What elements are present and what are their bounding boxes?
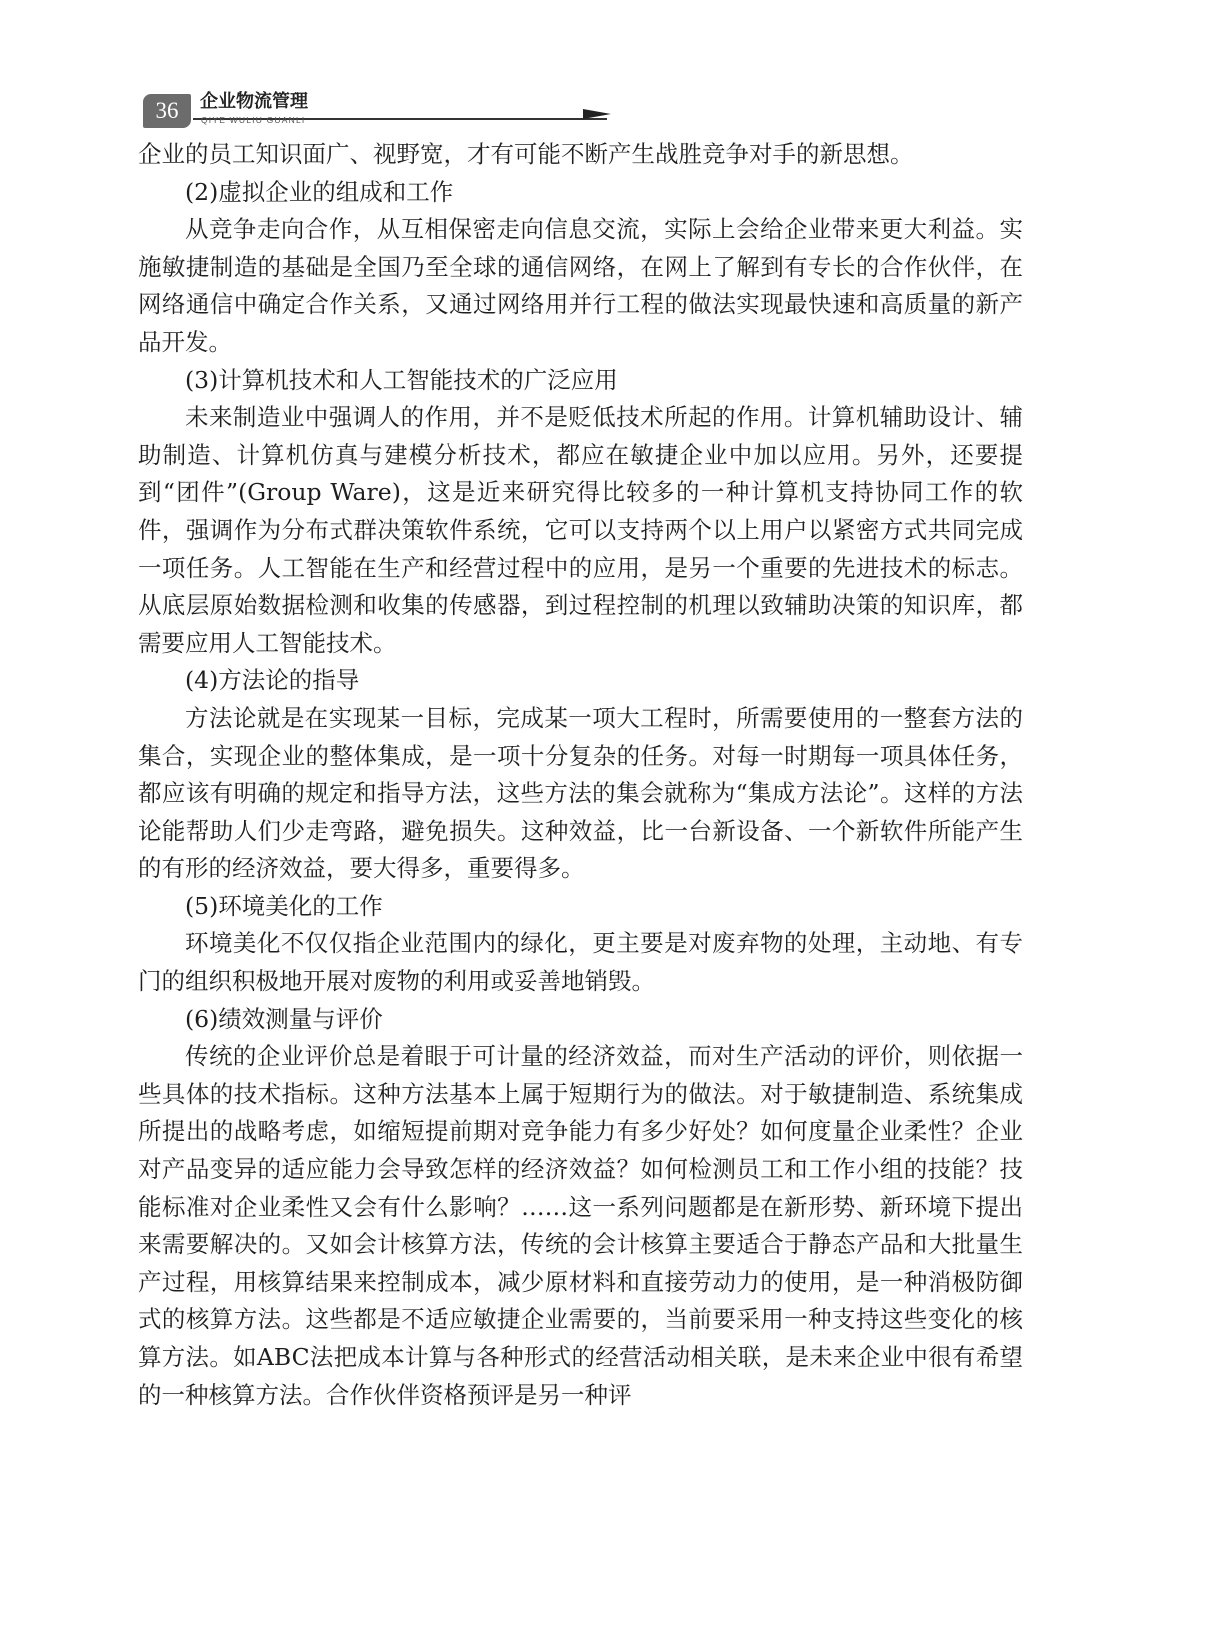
body-paragraph: 传统的企业评价总是着眼于可计量的经济效益，而对生产活动的评价，则依据一些具体的技术指标。这种方法基本上属于短期行为的做法。对于敏捷制造、系统集成所提出的战略考虑，如缩短提前期对竞争能力有多少好处？如何度量企业柔性？企业对产品变异的适应能力会导致怎样的经济效益？如何检测员工和工作小组的技能？技能标准对企业柔性又会有什么影响？……这一系列问题都是在新形势、新环境下提出来需要解决的。又如会计核算方法，传统的会计核算主要适合于静态产品和大批量生产过程，用核算结果来控制成本，减少原材料和直接劳动力的使用，是一种消极防御式的核算方法。这些都是不适应敏捷企业需要的，当前要采用一种支持这些变化的核算方法。如ABC法把成本计算与各种形式的经营活动相关联，是未来企业中很有希望的一种核算方法。合作伙伴资格预评是另一种评 (138, 1042, 1023, 1409)
section-heading-4: (4)方法论的指导 (185, 666, 360, 695)
body-paragraph: 环境美化不仅仅指企业范围内的绿化，更主要是对废弃物的处理，主动地、有专门的组织积极地开展对废物的利用或妥善地销毁。 (138, 929, 1023, 996)
body-paragraph-continued: 企业的员工知识面广、视野宽，才有可能不断产生战胜竞争对手的新思想。 (138, 140, 914, 168)
running-header (143, 88, 643, 132)
book-title: 企业物流管理 (200, 91, 308, 112)
body-paragraph: 方法论就是在实现某一目标，完成某一项大工程时，所需要使用的一整套方法的集合，实现企业的整体集成，是一项十分复杂的任务。对每一时期每一项具体任务，都应该有明确的规定和指导方法，这些方法的集会就称为“集成方法论”。这样的方法论能帮助人们少走弯路，避免损失。这种效益，比一台新设备、一个新软件所能产生的有形的经济效益，要大得多，重要得多。 (138, 703, 1023, 883)
section-heading-5: (5)环境美化的工作 (185, 891, 383, 920)
book-title-pinyin: QIYE WULIU GUANLI (201, 115, 306, 125)
section-heading-3: (3)计算机技术和人工智能技术的广泛应用 (185, 365, 618, 394)
body-paragraph: 从竞争走向合作，从互相保密走向信息交流，实际上会给企业带来更大利益。实施敏捷制造的基础是全国乃至全球的通信网络，在网上了解到有专长的合作伙伴，在网络通信中确定合作关系，又通过网络用并行工程的做法实现最快速和高质量的新产品开发。 (138, 215, 1023, 356)
header-arrow-icon (583, 109, 611, 119)
section-heading-2: (2)虚拟企业的组成和工作 (185, 177, 454, 206)
body-paragraph: 未来制造业中强调人的作用，并不是贬低技术所起的作用。计算机辅助设计、辅助制造、计算机仿真与建模分析技术，都应在敏捷企业中加以应用。另外，还要提到“团件”(Group Ware)，这是近来研究得比较多的一种计算机支持协同工作的软件，强调作为分布式群决策软件系统，它可以支持两个以上用户以紧密方式共同完成一项任务。人工智能在生产和经营过程中的应用，是另一个重要的先进技术的标志。从底层原始数据检测和收集的传感器，到过程控制的机理以致辅助决策的知识库，都需要应用人工智能技术。 (138, 403, 1023, 657)
page-number-badge: 36 (143, 94, 191, 128)
section-heading-6: (6)绩效测量与评价 (185, 1004, 383, 1033)
body-text (138, 136, 1023, 1414)
